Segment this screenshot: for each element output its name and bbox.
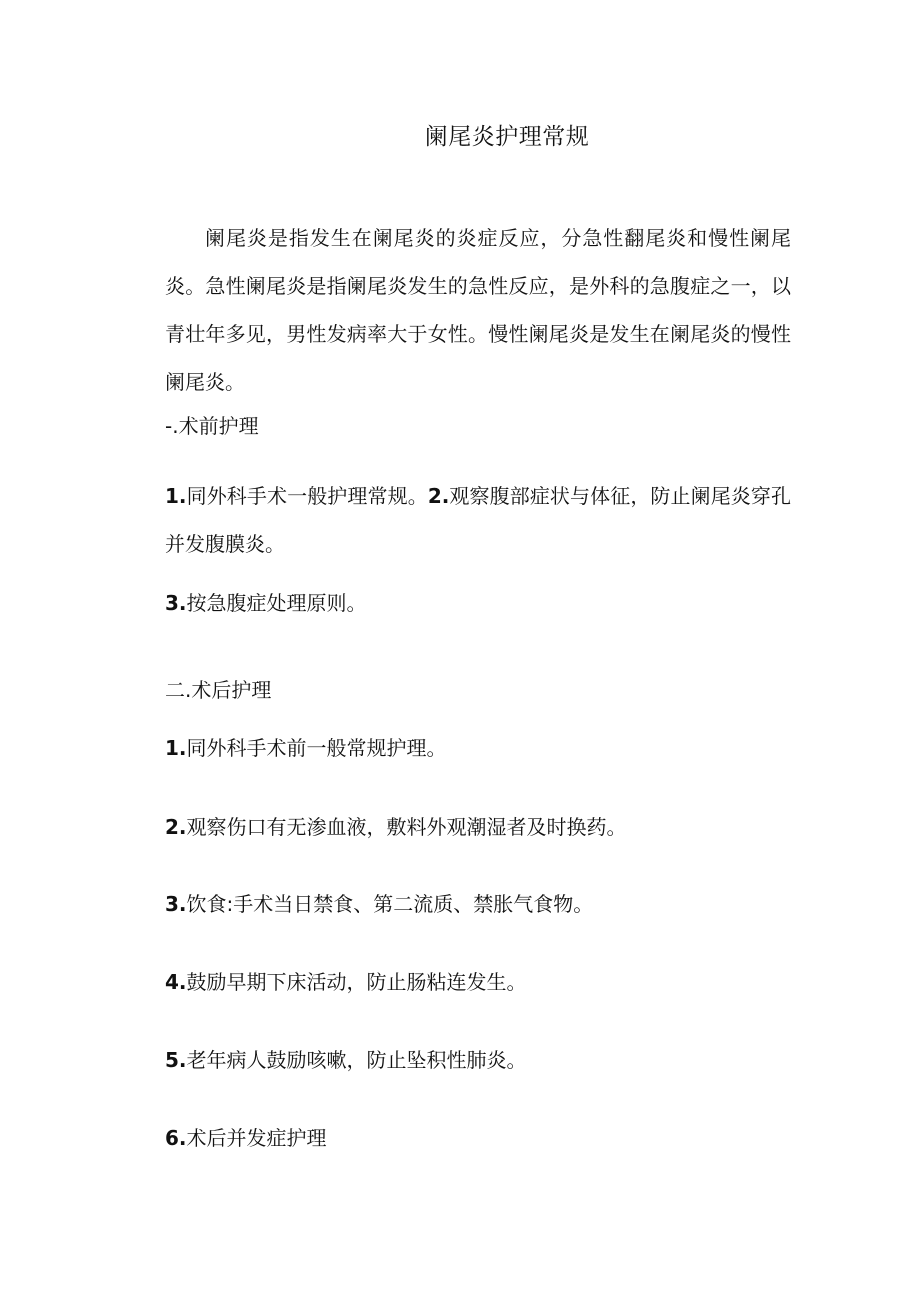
postop-item-1 — [165, 734, 791, 762]
document-title: 阑尾炎护理常规 — [424, 124, 590, 150]
postop-item-4 — [165, 968, 791, 996]
preop-item-2-text: 观察腹部症状与体征，防止阑尾炎穿孔并发腹膜炎。 — [165, 484, 792, 556]
postop-item-4-text: 鼓励早期下床活动，防止肠粘连发生。 — [186, 970, 527, 994]
postop-item-6-text: 术后并发症护理 — [186, 1126, 327, 1150]
postop-item-2-text: 观察伤口有无渗血液，敷料外观潮湿者及时换药。 — [186, 815, 627, 839]
postop-item-5-number: 5. — [165, 1048, 187, 1072]
postop-item-1-text: 同外科手术前一般常规护理。 — [186, 736, 447, 760]
postop-item-1-number: 1. — [165, 736, 187, 760]
postop-heading: 二.术后护理 — [165, 678, 272, 702]
preop-item-3-number: 3. — [165, 591, 187, 615]
postop-item-5-text: 老年病人鼓励咳嗽，防止坠积性肺炎。 — [186, 1048, 527, 1072]
postop-item-3-text: 饮食:手术当日禁食、第二流质、禁胀气食物。 — [186, 892, 594, 916]
postop-item-6 — [165, 1124, 791, 1152]
postop-item-5 — [165, 1046, 791, 1074]
preop-heading: -.术前护理 — [165, 414, 259, 438]
postop-item-6-number: 6. — [165, 1126, 187, 1150]
postop-item-3-number: 3. — [165, 892, 187, 916]
preop-item-1-text: 同外科手术一般护理常规。 — [186, 484, 428, 508]
preop-item-1-number: 1. — [165, 484, 187, 508]
postop-item-2-number: 2. — [165, 815, 187, 839]
intro-paragraph: 阑尾炎是指发生在阑尾炎的炎症反应，分急性翻尾炎和慢性阑尾炎。急性阑尾炎是指阑尾炎发生的急性反应，是外科的急腹症之一，以青壮年多见，男性发病率大于女性。慢性阑尾炎是发生在阑尾炎的慢性阑尾炎。 — [165, 226, 791, 394]
postop-item-3 — [165, 890, 791, 918]
postop-item-2 — [165, 813, 791, 841]
postop-item-4-number: 4. — [165, 970, 187, 994]
preop-item-2-number: 2. — [427, 484, 450, 508]
preop-item-3-text: 按急腹症处理原则。 — [186, 591, 367, 615]
preop-item-3 — [165, 589, 791, 617]
preop-item-1-2 — [165, 472, 791, 568]
